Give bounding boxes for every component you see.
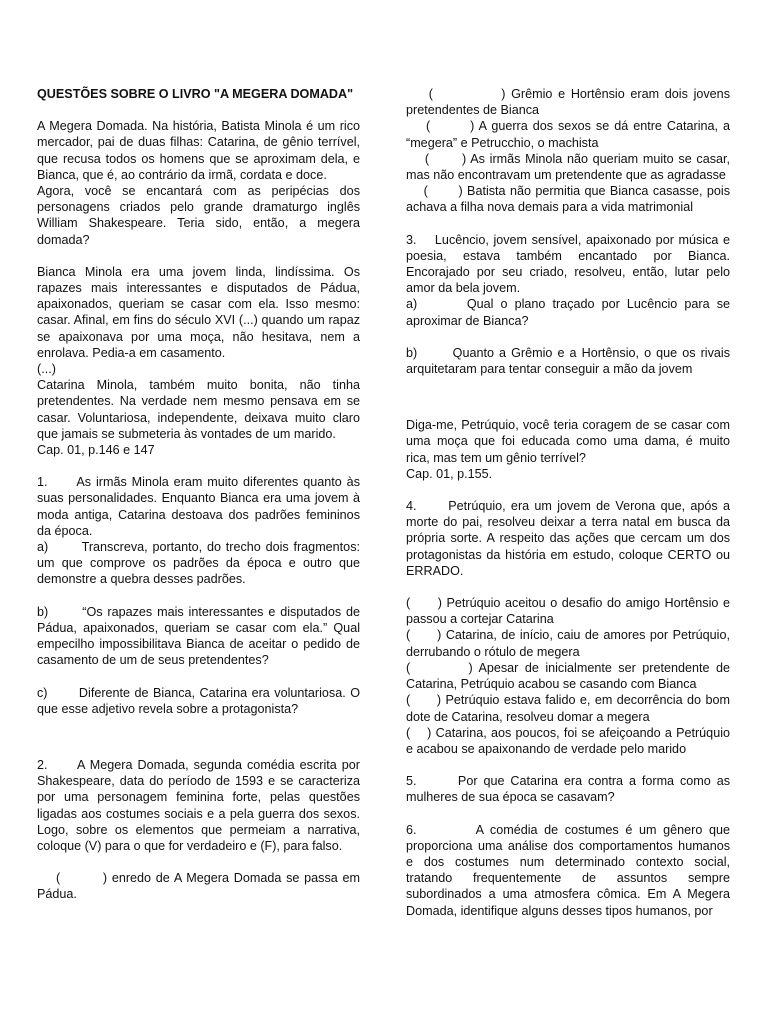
question-3: 3. Lucêncio, jovem sensível, apaixonado por música e poesia, estava também encantado por Bianca. Encorajado por seu criado, resolveu, então, lutar pelo amor da bela jovem. bbox=[406, 232, 734, 296]
question-3b: b) Quanto a Grêmio e a Hortênsio, o que os rivais arquitetaram para tentar conseguir a mão da jovem bbox=[406, 345, 734, 377]
question-4-item: ( ) Petrúquio estava falido e, em decorrência do bom dote de Catarina, resolveu domar a megera bbox=[406, 693, 734, 724]
question-4-item: ( ) Petrúquio aceitou o desafio do amigo Hortênsio e passou a cortejar Catarina bbox=[406, 596, 734, 627]
question-1b: b) “Os rapazes mais interessantes e disputados de Pádua, apaixonados, queriam se casar com ela.” Qual empecilho impossibilitava Bianca de aceitar o pedido de casamento de um de seus pretendentes? bbox=[37, 604, 364, 668]
document-title: QUESTÕES SOBRE O LIVRO "A MEGERA DOMADA" bbox=[37, 87, 354, 101]
question-1c: c) Diferente de Bianca, Catarina era voluntariosa. O que esse adjetivo revela sobre a protagonista? bbox=[37, 685, 364, 716]
excerpt-paragraph: Bianca Minola era uma jovem linda, lindíssima. Os rapazes mais interessantes e disputados de Pádua, apaixonados, queriam se casar com ela. Isso mesmo: casar. Afinal, em fins do século XVI (...) quando um rapaz se apaixonava por uma moça, não hesitava, nem a enrolava. Pedia-a em casamento. bbox=[37, 264, 360, 360]
question-1: 1. As irmãs Minola eram muito diferentes quanto às suas personalidades. Enquanto Bianca era uma jovem à moda antiga, Catarina destoava dos padrões femininos da época. bbox=[37, 475, 364, 538]
intro-paragraph: Agora, você se encantará com as peripécias dos personagens criados pelo grande dramaturgo inglês William Shakespeare. Teria sido, então, a megera domada? bbox=[37, 184, 360, 247]
question-2-item: ( ) enredo de A Megera Domada se passa em Pádua. bbox=[37, 871, 364, 902]
excerpt-citation: Cap. 01, p.146 e 147 bbox=[37, 443, 155, 458]
excerpt-paragraph: Catarina Minola, também muito bonita, não tinha pretendentes. Na verdade nem mesmo pensava em se casar. Voluntariosa, independente, deixava muito claro que jamais se submeteria às vontades de um marido. bbox=[37, 378, 360, 441]
excerpt-citation: Cap. 01, p.155. bbox=[406, 466, 493, 481]
question-6: 6. A comédia de costumes é um gênero que proporciona uma análise dos comportamentos humanos e dos costumes num determinado contexto social, tratando frequentemente de assuntos sempre subordinados a uma atmosfera cômica. Em A Megera Domada, identifique alguns desses tipos humanos, por bbox=[406, 822, 734, 918]
question-2-item: ( ) Batista não permitia que Bianca casasse, pois achava a filha nova demais para a vida matrimonial bbox=[406, 184, 734, 215]
excerpt-paragraph: Diga-me, Petrúquio, você teria coragem de se casar com uma moça que foi educada como uma dama, é muito rica, mas tem um gênio terrível? bbox=[406, 418, 730, 465]
question-4-item: ( ) Catarina, aos poucos, foi se afeiçoando a Petrúquio e acabou se apaixonando de verdade pelo marido bbox=[406, 725, 734, 756]
question-2: 2. A Megera Domada, segunda comédia escrita por Shakespeare, data do período de 1593 e se caracteriza por uma personagem feminina forte, pelas questões ligadas aos costumes sociais e a pela guerra dos sexos. Logo, sobre os elementos que permeiam a narrativa, coloque (V) para o que for verdadeiro e (F), para falso. bbox=[37, 757, 364, 853]
excerpt-ellipsis: (...) bbox=[37, 362, 56, 377]
question-2-item: ( ) A guerra dos sexos se dá entre Catarina, a “megera” e Petrucchio, o machista bbox=[406, 119, 734, 150]
question-2-item: ( ) As irmãs Minola não queriam muito se casar, mas não encontravam um pretendente que as agradasse bbox=[406, 151, 734, 183]
question-3a: a) Qual o plano traçado por Lucêncio para se aproximar de Bianca? bbox=[406, 297, 734, 328]
question-4-item: ( ) Catarina, de início, caiu de amores por Petrúquio, derrubando o rótulo de megera bbox=[406, 628, 734, 659]
question-4-item: ( ) Apesar de inicialmente ser pretendente de Catarina, Petrúquio acabou se casando com Bianca bbox=[406, 660, 734, 692]
question-2-item: ( ) Grêmio e Hortênsio eram dois jovens pretendentes de Bianca bbox=[406, 87, 734, 118]
right-column bbox=[406, 86, 734, 919]
intro-paragraph: A Megera Domada. Na história, Batista Minola é um rico mercador, pai de duas filhas: Catarina, de gênio terrível, que recusa todos os homens que se aproximam dela, e Bianca, que é, ao contrário da irmã, cordata e doce. bbox=[37, 119, 360, 182]
question-5: 5. Por que Catarina era contra a forma como as mulheres de sua época se casavam? bbox=[406, 774, 734, 805]
question-4: 4. Petrúquio, era um jovem de Verona que, após a morte do pai, resolveu deixar a terra natal em busca da própria sorte. A respeito das ações que cercam um dos protagonistas da história em estudo, coloque CERTO ou ERRADO. bbox=[406, 499, 734, 578]
question-1a: a) Transcreva, portanto, do trecho dois fragmentos: um que comprove os padrões da época e outro que demonstre a quebra desses padrões. bbox=[37, 540, 364, 587]
left-column bbox=[37, 86, 364, 903]
